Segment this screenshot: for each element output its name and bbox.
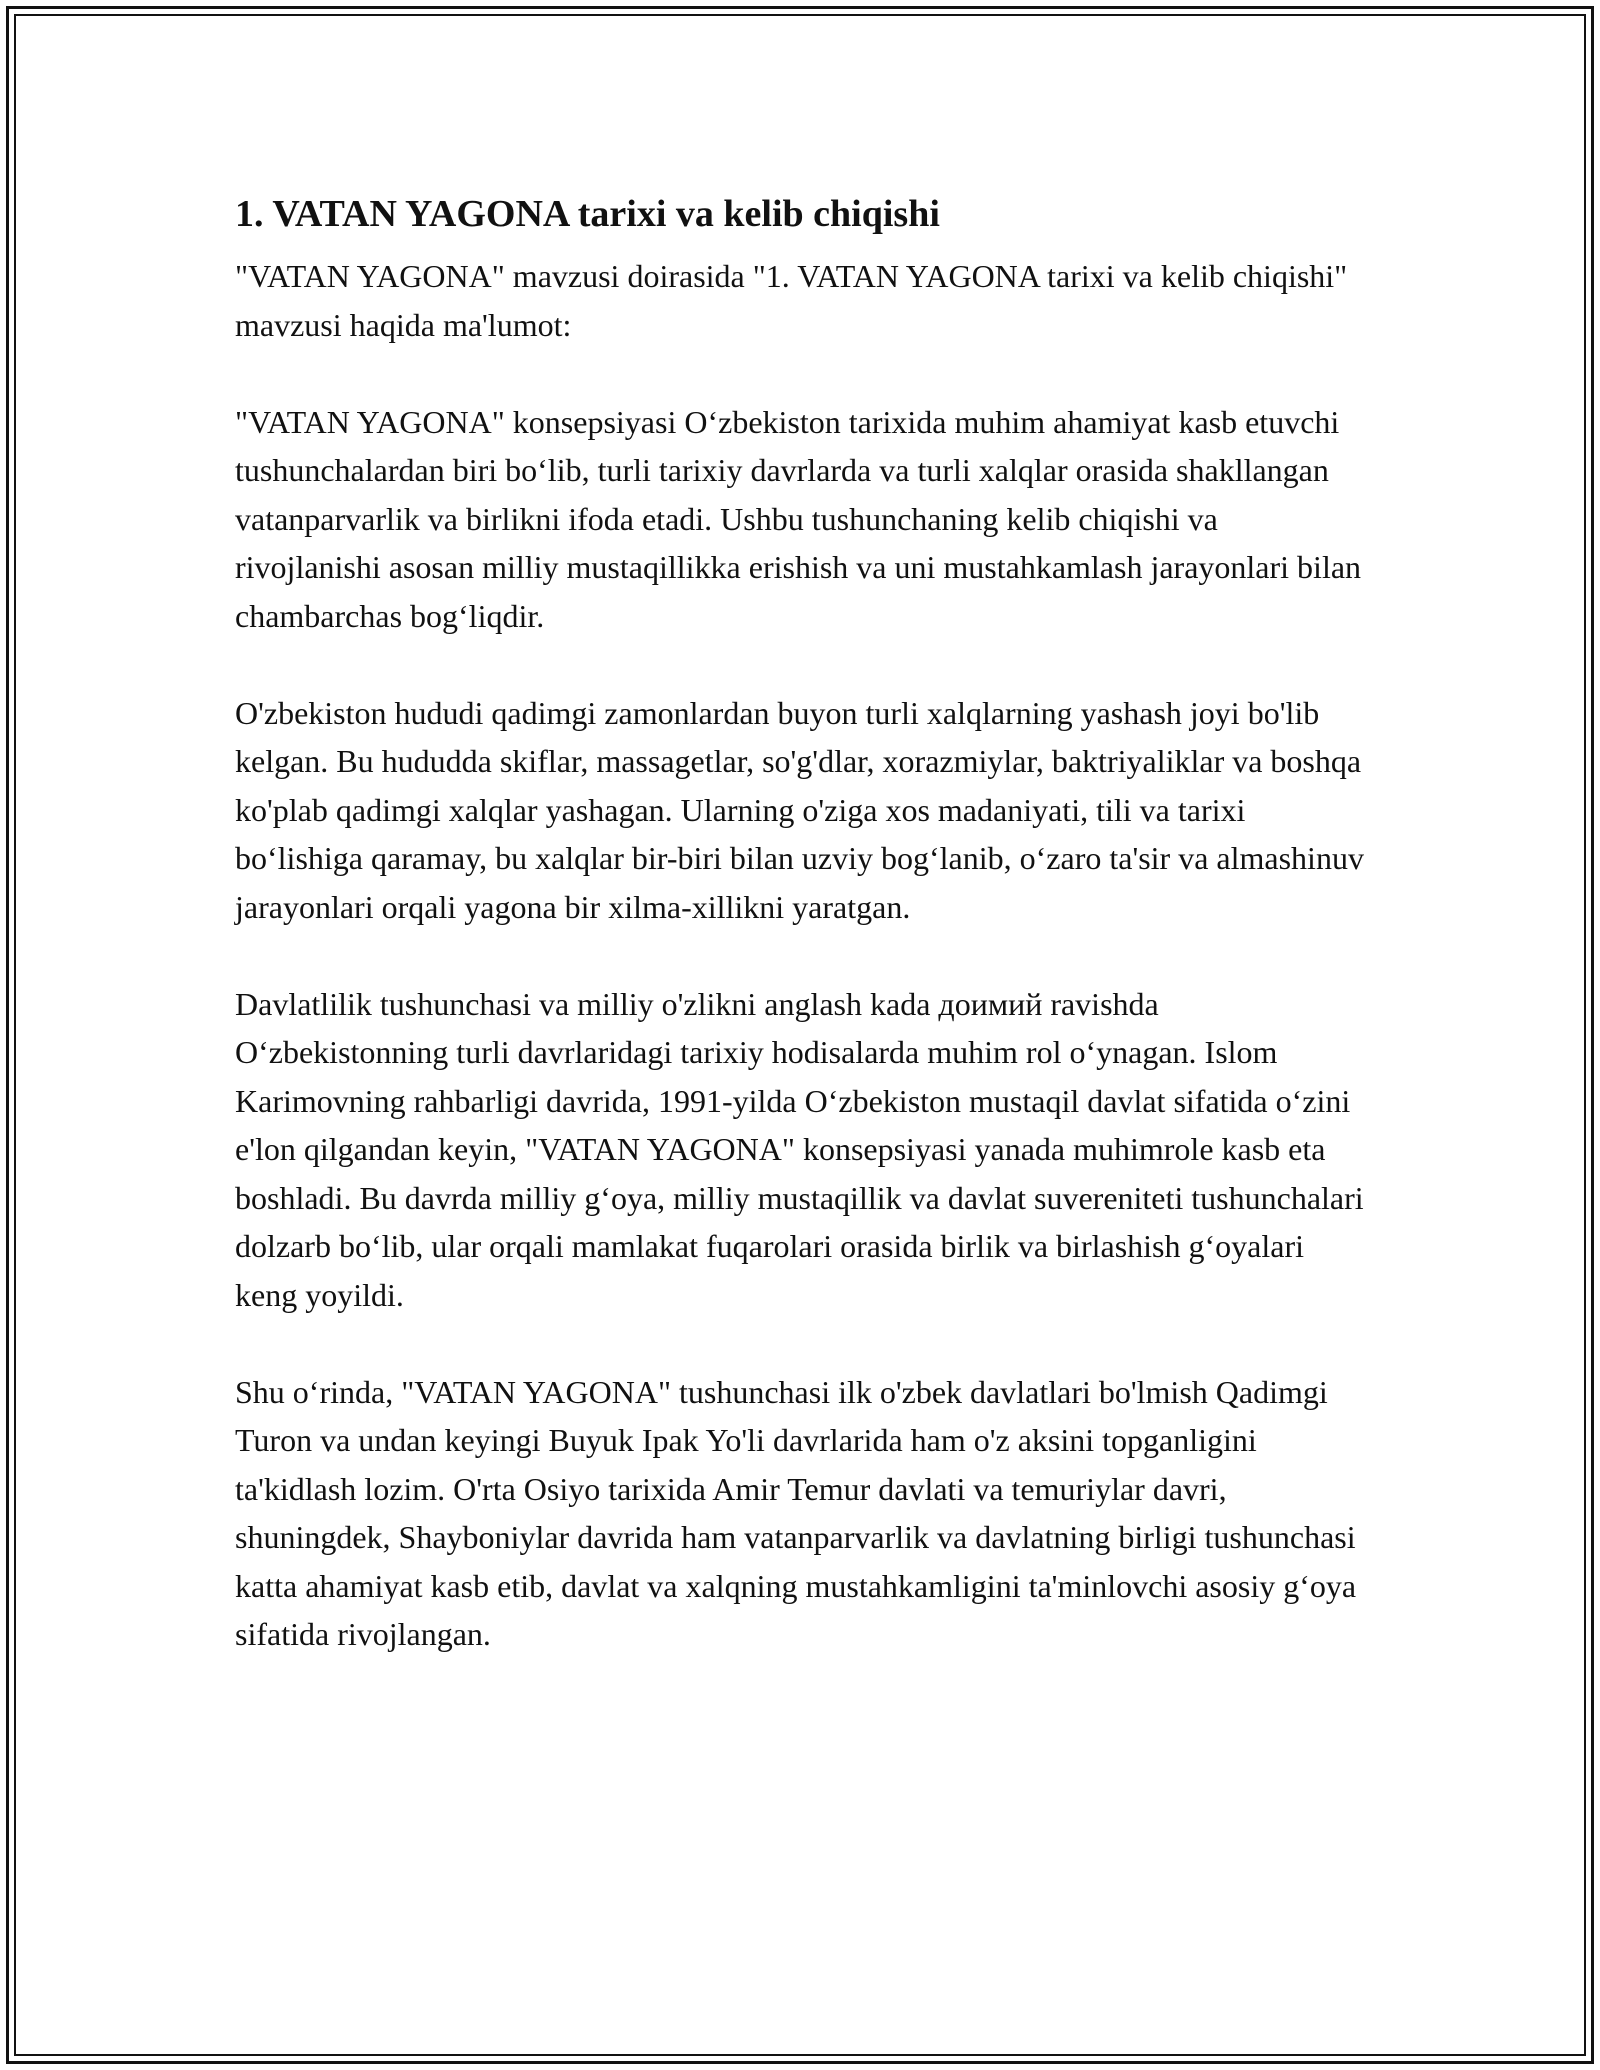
- document-body: [235, 186, 1365, 1707]
- intro-paragraph: "VATAN YAGONA" mavzusi doirasida "1. VATAN YAGONA tarixi va kelib chiqishi" mavzusi haqida ma'lumot:: [235, 258, 1348, 343]
- ancient-peoples-paragraph: O'zbekiston hududi qadimgi zamonlardan buyon turli xalqlarning yashash joyi bo'lib kelgan. Bu hududda skiflar, massagetlar, so'g'dlar, xorazmiylar, baktriyaliklar va boshqa ko'plab qadimgi xalqlar yashagan. Ularning o'ziga xos madaniyati, tili va tarixi bo‘lishiga qaramay, bu xalqlar bir-biri bilan uzviy bog‘lanib, o‘zaro ta'sir va almashinuv jarayonlari orqali yagona bir xilma-xillikni yaratgan.: [235, 694, 1364, 925]
- document-title: 1. VATAN YAGONA tarixi va kelib chiqishi: [235, 193, 940, 235]
- concept-paragraph: "VATAN YAGONA" konsepsiyasi O‘zbekiston tarixida muhim ahamiyat kasb etuvchi tushunchalardan biri bo‘lib, turli tarixiy davrlarda va turli xalqlar orasida shakllangan vatanparvarlik va birlikni ifoda etadi. Ushbu tushunchaning kelib chiqishi va rivojlanishi asosan milliy mustaqillikka erishish va uni mustahkamlash jarayonlari bilan chambarchas bog‘liqdir.: [235, 403, 1362, 634]
- historical-states-paragraph: Shu o‘rinda, "VATAN YAGONA" tushunchasi ilk o'zbek davlatlari bo'lmish Qadimgi Turon va undan keyingi Buyuk Ipak Yo'li davrlarida ham o'z aksini topganligini ta'kidlash lozim. O'rta Osiyo tarixida Amir Temur davlati va temuriylar davri, shuningdek, Shayboniylar davrida ham vatanparvarlik va davlatning birligi tushunchasi katta ahamiyat kasb etib, davlat va xalqning mustahkamligini ta'minlovchi asosiy g‘oya sifatida rivojlangan.: [235, 1373, 1357, 1652]
- independence-paragraph: Davlatlilik tushunchasi va milliy o'zlikni anglash kada доимий ravishda O‘zbekistonning turli davrlaridagi tarixiy hodisalarda muhim rol o‘ynagan. Islom Karimovning rahbarligi davrida, 1991-yilda O‘zbekiston mustaqil davlat sifatida o‘zini e'lon qilgandan keyin, "VATAN YAGONA" konsepsiyasi yanada muhimrole kasb eta boshladi. Bu davrda milliy g‘oya, milliy mustaqillik va davlat suvereniteti tushunchalari dolzarb bo‘lib, ular orqali mamlakat fuqarolari orasida birlik va birlashish g‘oyalari keng yoyildi.: [235, 985, 1364, 1313]
